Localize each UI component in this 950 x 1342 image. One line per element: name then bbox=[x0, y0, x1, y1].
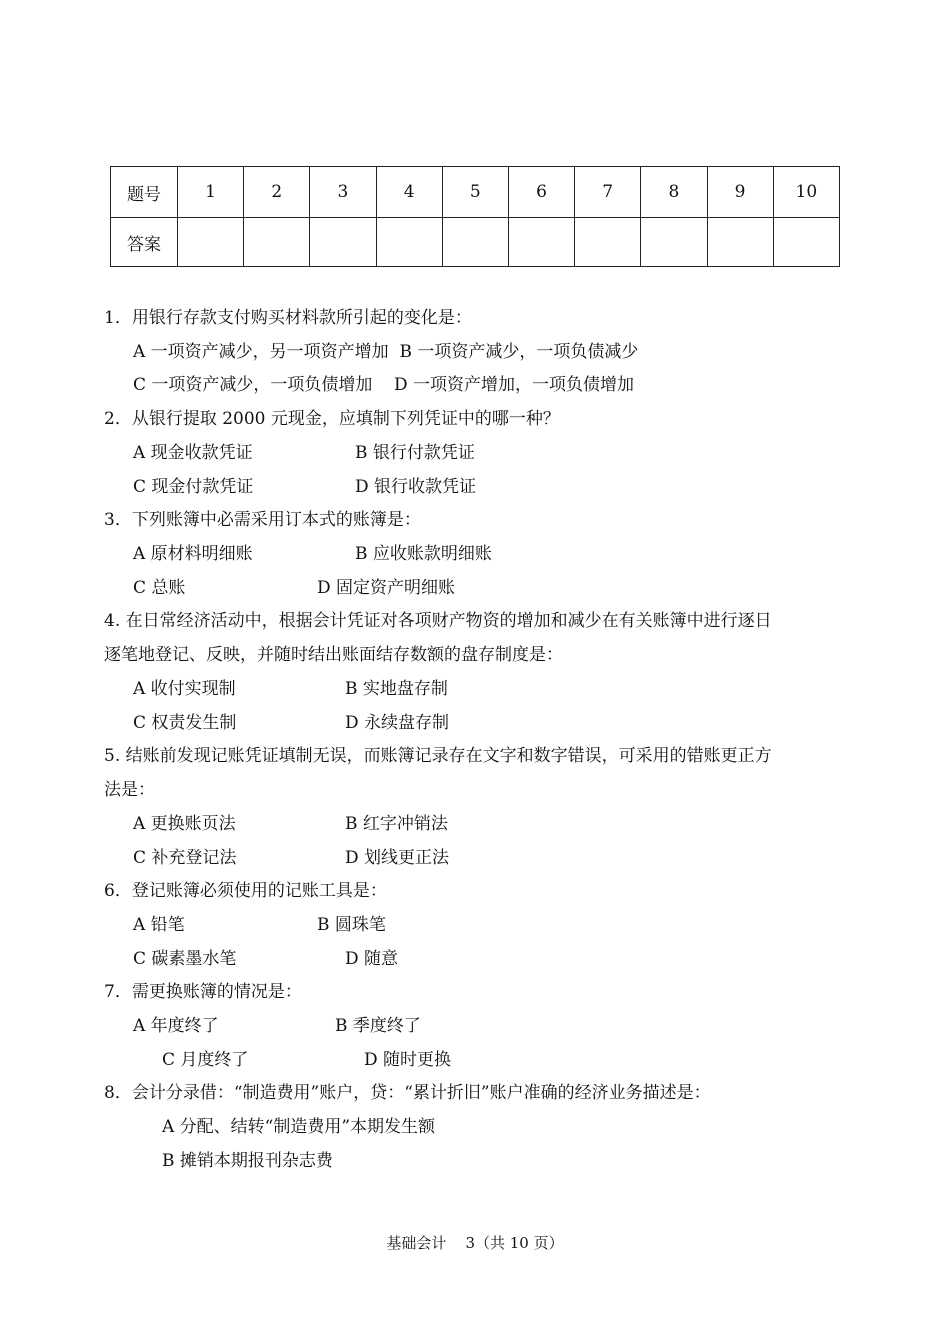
question-number-cell: 3 bbox=[310, 167, 376, 218]
question-6-option-a: A 铅笔 bbox=[133, 915, 185, 935]
answer-header: 答案 bbox=[111, 218, 178, 267]
question-3-stem: 3．下列账簿中必需采用订本式的账簿是： bbox=[104, 510, 421, 530]
question-4-option-b: B 实地盘存制 bbox=[345, 679, 448, 699]
page-footer: 基础会计 3（共 10 页） bbox=[386, 1234, 564, 1252]
question-3-option-a: A 原材料明细账 bbox=[133, 544, 253, 564]
question-number-cell: 7 bbox=[575, 167, 641, 218]
answer-cell[interactable] bbox=[773, 218, 839, 267]
question-2-option-c: C 现金付款凭证 bbox=[133, 477, 254, 497]
question-4-option-a: A 收付实现制 bbox=[133, 679, 236, 699]
question-6-stem: 6．登记账簿必须使用的记账工具是： bbox=[104, 881, 387, 901]
question-number-cell: 1 bbox=[178, 167, 244, 218]
question-number-row bbox=[111, 167, 840, 218]
question-7-option-a: A 年度终了 bbox=[133, 1016, 219, 1036]
question-4-stem-line-1: 4. 在日常经济活动中，根据会计凭证对各项财产物资的增加和减少在有关账簿中进行逐日 bbox=[104, 611, 772, 631]
question-number-cell: 9 bbox=[707, 167, 773, 218]
answer-cell[interactable] bbox=[310, 218, 376, 267]
question-6-option-b: B 圆珠笔 bbox=[317, 915, 386, 935]
answer-cell[interactable] bbox=[641, 218, 707, 267]
question-5-option-a: A 更换账页法 bbox=[133, 814, 236, 834]
question-7-option-c: C 月度终了 bbox=[162, 1050, 249, 1070]
answer-cell[interactable] bbox=[178, 218, 244, 267]
question-3-option-d: D 固定资产明细账 bbox=[317, 578, 456, 598]
question-8-option-b: B 摊销本期报刊杂志费 bbox=[162, 1151, 333, 1171]
question-5-option-d: D 划线更正法 bbox=[345, 848, 450, 868]
question-6-option-c: C 碳素墨水笔 bbox=[133, 949, 237, 969]
answer-cell[interactable] bbox=[575, 218, 641, 267]
question-2-option-d: D 银行收款凭证 bbox=[355, 477, 477, 497]
question-number-header: 题号 bbox=[111, 167, 178, 218]
question-5-stem-line-1: 5. 结账前发现记账凭证填制无误，而账簿记录存在文字和数字错误，可采用的错账更正方 bbox=[104, 746, 772, 766]
question-7-stem: 7．需更换账簿的情况是： bbox=[104, 982, 302, 1002]
answer-cell[interactable] bbox=[508, 218, 574, 267]
question-number-cell: 4 bbox=[376, 167, 442, 218]
question-number-cell: 6 bbox=[508, 167, 574, 218]
question-5-option-c: C 补充登记法 bbox=[133, 848, 237, 868]
question-1-options-ab: A 一项资产减少，另一项资产增加 B 一项资产减少，一项负债减少 bbox=[133, 342, 639, 362]
question-6-option-d: D 随意 bbox=[345, 949, 399, 969]
answer-cell[interactable] bbox=[244, 218, 310, 267]
question-number-cell: 10 bbox=[773, 167, 839, 218]
question-1-options-cd: C 一项资产减少，一项负债增加 D 一项资产增加，一项负债增加 bbox=[133, 375, 635, 395]
question-5-stem-line-2: 法是： bbox=[104, 780, 155, 800]
question-4-option-c: C 权责发生制 bbox=[133, 713, 237, 733]
answer-cell[interactable] bbox=[376, 218, 442, 267]
question-8-stem: 8．会计分录借：“制造费用”账户，贷：“累计折旧”账户准确的经济业务描述是： bbox=[104, 1083, 711, 1103]
question-8-option-a: A 分配、结转“制造费用”本期发生额 bbox=[162, 1117, 436, 1137]
question-number-cell: 5 bbox=[442, 167, 508, 218]
question-2-stem: 2．从银行提取 2000 元现金，应填制下列凭证中的哪一种？ bbox=[104, 409, 560, 429]
question-5-option-b: B 红字冲销法 bbox=[345, 814, 448, 834]
question-1-stem: 1．用银行存款支付购买材料款所引起的变化是： bbox=[104, 308, 472, 328]
question-3-option-b: B 应收账款明细账 bbox=[355, 544, 492, 564]
question-2-option-b: B 银行付款凭证 bbox=[355, 443, 475, 463]
answer-row bbox=[111, 218, 840, 267]
answer-cell[interactable] bbox=[442, 218, 508, 267]
question-4-stem-line-2: 逐笔地登记、反映，并随时结出账面结存数额的盘存制度是： bbox=[104, 645, 563, 665]
question-7-option-d: D 随时更换 bbox=[364, 1050, 452, 1070]
question-number-cell: 2 bbox=[244, 167, 310, 218]
question-7-option-b: B 季度终了 bbox=[335, 1016, 421, 1036]
question-2-option-a: A 现金收款凭证 bbox=[133, 443, 253, 463]
question-number-cell: 8 bbox=[641, 167, 707, 218]
question-4-option-d: D 永续盘存制 bbox=[345, 713, 450, 733]
answer-grid bbox=[110, 166, 840, 267]
answer-cell[interactable] bbox=[707, 218, 773, 267]
question-3-option-c: C 总账 bbox=[133, 578, 186, 598]
